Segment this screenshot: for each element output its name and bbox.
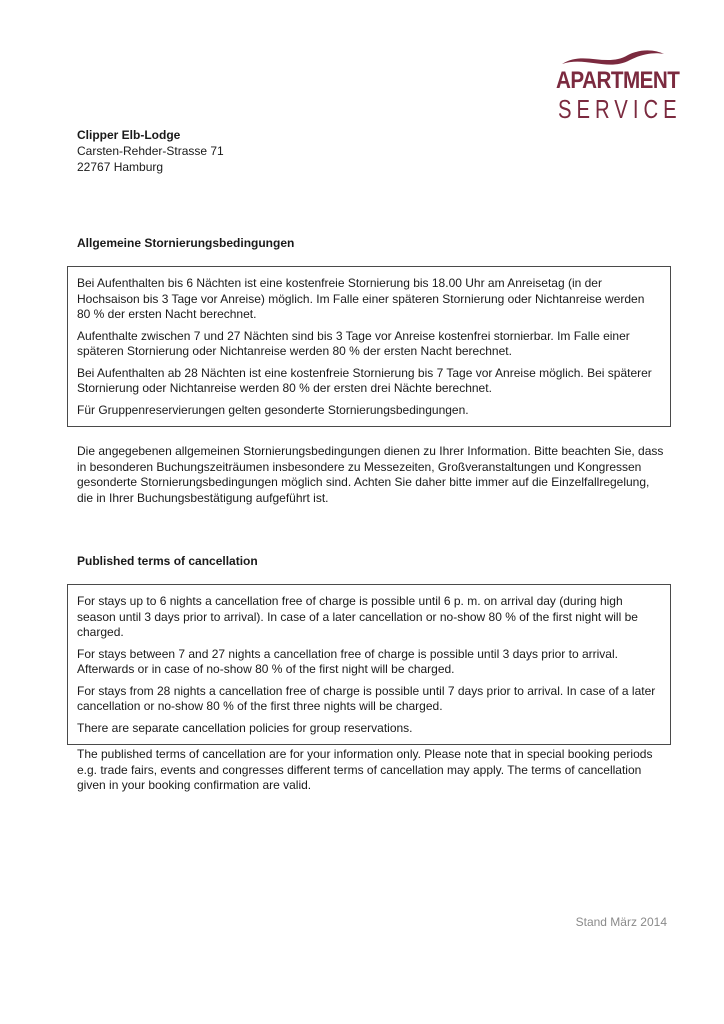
apartment-service-logo — [556, 46, 682, 126]
english-terms-box — [67, 584, 671, 745]
german-term-2: Aufenthalte zwischen 7 und 27 Nächten sind bis 3 Tage vor Anreise kostenfrei stornierbar. Im Falle einer späteren Stornierung oder Nichtanreise werden 80 % der ersten Nacht berechnet. — [77, 328, 630, 358]
english-note: The published terms of cancellation are for your information only. Please note that in special booking periods e.g. trade fairs, events and congresses different terms of cancellation may apply. The terms of cancellation given in your booking confirmation are valid. — [77, 747, 653, 792]
german-term-4: Für Gruppenreservierungen gelten gesonderte Stornierungsbedingungen. — [77, 402, 469, 417]
german-term-1: Bei Aufenthalten bis 6 Nächten ist eine kostenfreie Stornierung bis 18.00 Uhr am Anreisetag (in der Hochsaison bis 3 Tage vor Anreise) möglich. Im Falle einer späteren Stornierung oder Nichtanreise werden 80 % der ersten Nacht berechnet. — [77, 276, 645, 321]
logo-text-apartment: APARTMENT — [556, 67, 680, 94]
address-street: Carsten-Rehder-Strasse 71 — [77, 144, 224, 158]
logo-text-service: SERVICE — [558, 94, 682, 124]
address-city: 22767 Hamburg — [77, 160, 164, 174]
address-block — [77, 127, 224, 175]
english-term-4: There are separate cancellation policies for group reservations. — [77, 720, 413, 735]
german-heading: Allgemeine Stornierungsbedingungen — [77, 236, 295, 250]
german-note: Die angegebenen allgemeinen Stornierungsbedingungen dienen zu Ihrer Information. Bitte beachten Sie, dass in besonderen Buchungszeiträumen insbesondere zu Messezeiten, Großveranstaltungen und Kongressen gesonderte Stornierungsbedingungen möglich sind. Achten Sie daher bitte immer auf die Einzelfallregelung, die in Ihrer Buchungsbestätigung aufgeführt ist. — [77, 444, 664, 505]
document-date: Stand März 2014 — [575, 915, 667, 929]
english-term-3: For stays from 28 nights a cancellation free of charge is possible until 7 days prior to arrival. In case of a later cancellation or no-show 80 % of the first three nights will be charged. — [77, 683, 656, 713]
english-term-1: For stays up to 6 nights a cancellation free of charge is possible until 6 p. m. on arrival day (during high season until 3 days prior to arrival). In case of a later cancellation or no-show 80 % of the first night will be charged. — [77, 594, 638, 639]
german-terms-box — [67, 266, 671, 427]
english-term-2: For stays between 7 and 27 nights a cancellation free of charge is possible until 3 days prior to arrival. Afterwards or in case of no-show 80 % of the first night will be charged. — [77, 646, 618, 676]
hotel-name: Clipper Elb-Lodge — [77, 128, 181, 142]
german-term-3: Bei Aufenthalten ab 28 Nächten ist eine kostenfreie Stornierung bis 7 Tage vor Anreise möglich. Bei späterer Stornierung oder Nichtanreise werden 80 % der ersten drei Nächte berechnet. — [77, 365, 652, 395]
english-heading: Published terms of cancellation — [77, 554, 258, 568]
